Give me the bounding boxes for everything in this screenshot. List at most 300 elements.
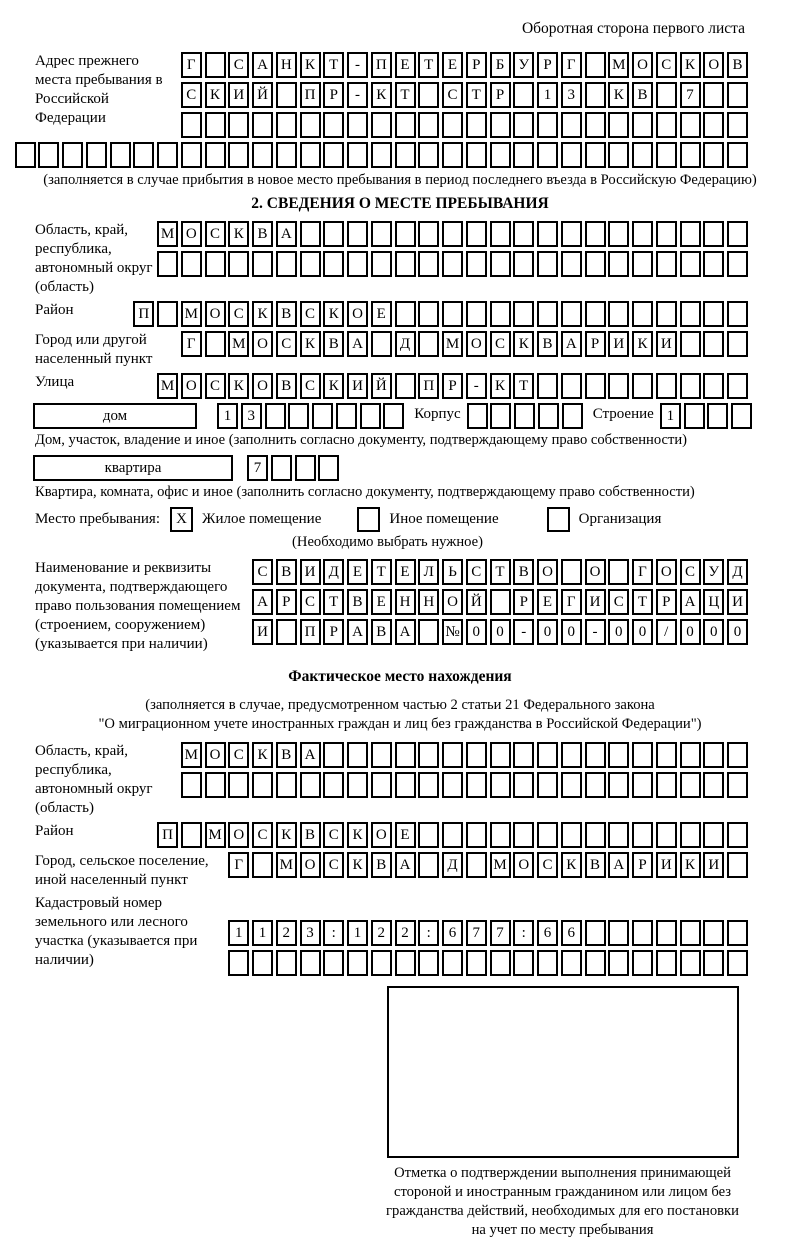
char-cell[interactable]	[680, 373, 701, 399]
char-cell[interactable]: О	[632, 52, 653, 78]
char-cell[interactable]: Т	[490, 559, 511, 585]
char-cell[interactable]	[727, 950, 748, 976]
char-cell[interactable]: :	[513, 920, 534, 946]
char-cell[interactable]	[585, 373, 606, 399]
char-cell[interactable]: К	[561, 852, 582, 878]
char-cell[interactable]	[513, 950, 534, 976]
char-cell[interactable]	[562, 403, 583, 429]
char-cell[interactable]	[418, 251, 439, 277]
char-cell[interactable]	[727, 221, 748, 247]
char-cell[interactable]: Г	[632, 559, 653, 585]
char-cell[interactable]	[418, 852, 439, 878]
char-cell[interactable]	[727, 772, 748, 798]
char-cell[interactable]: И	[228, 82, 249, 108]
char-cell[interactable]	[632, 950, 653, 976]
char-cell[interactable]	[561, 822, 582, 848]
char-cell[interactable]: С	[228, 742, 249, 768]
char-cell[interactable]	[632, 142, 653, 168]
char-cell[interactable]	[513, 742, 534, 768]
char-cell[interactable]	[585, 950, 606, 976]
char-cell[interactable]: О	[703, 52, 724, 78]
char-cell[interactable]	[205, 251, 226, 277]
char-cell[interactable]	[703, 301, 724, 327]
char-cell[interactable]	[561, 301, 582, 327]
char-cell[interactable]: 7	[247, 455, 268, 481]
char-cell[interactable]: С	[300, 373, 321, 399]
inoe-checkbox[interactable]	[357, 507, 380, 532]
char-cell[interactable]	[680, 950, 701, 976]
char-cell[interactable]	[608, 221, 629, 247]
char-cell[interactable]	[300, 221, 321, 247]
char-cell[interactable]	[585, 52, 606, 78]
char-cell[interactable]: В	[537, 331, 558, 357]
char-cell[interactable]	[727, 112, 748, 138]
char-cell[interactable]: К	[228, 221, 249, 247]
char-cell[interactable]: Е	[442, 52, 463, 78]
char-cell[interactable]: Р	[466, 52, 487, 78]
char-cell[interactable]	[442, 822, 463, 848]
char-cell[interactable]: П	[300, 619, 321, 645]
char-cell[interactable]	[157, 142, 178, 168]
char-cell[interactable]	[323, 112, 344, 138]
char-cell[interactable]	[181, 772, 202, 798]
char-cell[interactable]: В	[585, 852, 606, 878]
char-cell[interactable]: В	[513, 559, 534, 585]
char-cell[interactable]	[537, 251, 558, 277]
char-cell[interactable]	[371, 331, 392, 357]
char-cell[interactable]: С	[181, 82, 202, 108]
char-cell[interactable]: А	[347, 619, 368, 645]
char-cell[interactable]: М	[490, 852, 511, 878]
char-cell[interactable]	[205, 331, 226, 357]
char-cell[interactable]	[490, 403, 511, 429]
char-cell[interactable]	[181, 822, 202, 848]
char-cell[interactable]: О	[466, 331, 487, 357]
char-cell[interactable]: В	[300, 822, 321, 848]
char-cell[interactable]	[276, 619, 297, 645]
char-cell[interactable]	[276, 142, 297, 168]
char-cell[interactable]: С	[466, 559, 487, 585]
char-cell[interactable]	[418, 742, 439, 768]
char-cell[interactable]: Р	[490, 82, 511, 108]
char-cell[interactable]: М	[205, 822, 226, 848]
char-cell[interactable]: Т	[395, 82, 416, 108]
char-cell[interactable]	[585, 142, 606, 168]
char-cell[interactable]: 2	[276, 920, 297, 946]
char-cell[interactable]: М	[181, 742, 202, 768]
char-cell[interactable]	[490, 221, 511, 247]
char-cell[interactable]: 1	[347, 920, 368, 946]
char-cell[interactable]	[300, 251, 321, 277]
char-cell[interactable]	[703, 112, 724, 138]
char-cell[interactable]: Й	[252, 82, 273, 108]
char-cell[interactable]	[703, 221, 724, 247]
char-cell[interactable]	[360, 403, 381, 429]
char-cell[interactable]: №	[442, 619, 463, 645]
char-cell[interactable]	[608, 742, 629, 768]
char-cell[interactable]: С	[656, 52, 677, 78]
char-cell[interactable]: Р	[513, 589, 534, 615]
char-cell[interactable]	[585, 221, 606, 247]
char-cell[interactable]: С	[300, 301, 321, 327]
char-cell[interactable]: А	[680, 589, 701, 615]
char-cell[interactable]	[608, 950, 629, 976]
char-cell[interactable]: Й	[466, 589, 487, 615]
char-cell[interactable]: 0	[466, 619, 487, 645]
char-cell[interactable]	[371, 251, 392, 277]
char-cell[interactable]	[513, 822, 534, 848]
char-cell[interactable]: М	[608, 52, 629, 78]
char-cell[interactable]: 0	[490, 619, 511, 645]
char-cell[interactable]	[656, 251, 677, 277]
char-cell[interactable]: Р	[656, 589, 677, 615]
char-cell[interactable]: Р	[632, 852, 653, 878]
char-cell[interactable]	[632, 822, 653, 848]
char-cell[interactable]: 1	[228, 920, 249, 946]
char-cell[interactable]: М	[157, 221, 178, 247]
char-cell[interactable]: Г	[561, 52, 582, 78]
char-cell[interactable]	[347, 742, 368, 768]
char-cell[interactable]	[288, 403, 309, 429]
char-cell[interactable]	[490, 251, 511, 277]
char-cell[interactable]: В	[727, 52, 748, 78]
char-cell[interactable]	[295, 455, 316, 481]
char-cell[interactable]	[205, 772, 226, 798]
char-cell[interactable]: К	[680, 52, 701, 78]
char-cell[interactable]: К	[300, 52, 321, 78]
char-cell[interactable]	[418, 142, 439, 168]
char-cell[interactable]	[608, 920, 629, 946]
char-cell[interactable]: Р	[537, 52, 558, 78]
char-cell[interactable]	[608, 822, 629, 848]
char-cell[interactable]	[395, 301, 416, 327]
char-cell[interactable]	[271, 455, 292, 481]
char-cell[interactable]	[347, 142, 368, 168]
char-cell[interactable]	[680, 822, 701, 848]
char-cell[interactable]	[318, 455, 339, 481]
char-cell[interactable]	[418, 301, 439, 327]
char-cell[interactable]: К	[608, 82, 629, 108]
char-cell[interactable]: /	[656, 619, 677, 645]
char-cell[interactable]: 6	[561, 920, 582, 946]
char-cell[interactable]: :	[323, 920, 344, 946]
char-cell[interactable]	[442, 301, 463, 327]
char-cell[interactable]	[228, 112, 249, 138]
char-cell[interactable]: И	[300, 559, 321, 585]
char-cell[interactable]: 1	[537, 82, 558, 108]
char-cell[interactable]: В	[276, 742, 297, 768]
char-cell[interactable]	[347, 112, 368, 138]
char-cell[interactable]: С	[608, 589, 629, 615]
char-cell[interactable]: С	[537, 852, 558, 878]
char-cell[interactable]	[513, 772, 534, 798]
char-cell[interactable]	[466, 822, 487, 848]
char-cell[interactable]	[157, 301, 178, 327]
char-cell[interactable]: О	[228, 822, 249, 848]
char-cell[interactable]	[395, 112, 416, 138]
char-cell[interactable]: О	[656, 559, 677, 585]
char-cell[interactable]: О	[537, 559, 558, 585]
char-cell[interactable]: Е	[395, 822, 416, 848]
char-cell[interactable]: 2	[371, 920, 392, 946]
char-cell[interactable]: С	[323, 822, 344, 848]
char-cell[interactable]: О	[252, 331, 273, 357]
char-cell[interactable]	[513, 251, 534, 277]
char-cell[interactable]: Д	[442, 852, 463, 878]
char-cell[interactable]: Р	[323, 82, 344, 108]
char-cell[interactable]: 0	[727, 619, 748, 645]
char-cell[interactable]	[608, 251, 629, 277]
char-cell[interactable]	[608, 301, 629, 327]
char-cell[interactable]	[585, 742, 606, 768]
char-cell[interactable]	[513, 301, 534, 327]
char-cell[interactable]	[727, 373, 748, 399]
char-cell[interactable]: 7	[490, 920, 511, 946]
char-cell[interactable]	[228, 772, 249, 798]
char-cell[interactable]: М	[157, 373, 178, 399]
char-cell[interactable]	[656, 301, 677, 327]
char-cell[interactable]	[680, 331, 701, 357]
char-cell[interactable]	[466, 742, 487, 768]
char-cell[interactable]: М	[442, 331, 463, 357]
char-cell[interactable]	[632, 772, 653, 798]
char-cell[interactable]	[466, 301, 487, 327]
char-cell[interactable]: 1	[217, 403, 238, 429]
char-cell[interactable]: И	[585, 589, 606, 615]
char-cell[interactable]	[537, 822, 558, 848]
char-cell[interactable]	[418, 619, 439, 645]
char-cell[interactable]: А	[252, 52, 273, 78]
char-cell[interactable]	[276, 82, 297, 108]
char-cell[interactable]	[252, 142, 273, 168]
char-cell[interactable]	[466, 772, 487, 798]
char-cell[interactable]	[585, 920, 606, 946]
char-cell[interactable]: О	[252, 373, 273, 399]
char-cell[interactable]: В	[276, 301, 297, 327]
char-cell[interactable]	[371, 772, 392, 798]
char-cell[interactable]: К	[300, 331, 321, 357]
organizatsiya-checkbox[interactable]	[547, 507, 570, 532]
char-cell[interactable]	[632, 373, 653, 399]
char-cell[interactable]: А	[395, 619, 416, 645]
char-cell[interactable]	[347, 251, 368, 277]
char-cell[interactable]	[561, 112, 582, 138]
char-cell[interactable]	[466, 112, 487, 138]
char-cell[interactable]: Е	[371, 589, 392, 615]
char-cell[interactable]: 6	[442, 920, 463, 946]
char-cell[interactable]: Т	[418, 52, 439, 78]
char-cell[interactable]: С	[442, 82, 463, 108]
char-cell[interactable]	[371, 112, 392, 138]
char-cell[interactable]	[15, 142, 36, 168]
char-cell[interactable]: Р	[323, 619, 344, 645]
char-cell[interactable]	[323, 142, 344, 168]
char-cell[interactable]	[490, 822, 511, 848]
char-cell[interactable]: К	[323, 373, 344, 399]
char-cell[interactable]: К	[513, 331, 534, 357]
char-cell[interactable]: -	[585, 619, 606, 645]
char-cell[interactable]	[228, 142, 249, 168]
char-cell[interactable]	[727, 742, 748, 768]
char-cell[interactable]	[513, 112, 534, 138]
char-cell[interactable]: К	[347, 822, 368, 848]
char-cell[interactable]: К	[490, 373, 511, 399]
char-cell[interactable]: П	[300, 82, 321, 108]
char-cell[interactable]: Е	[395, 52, 416, 78]
char-cell[interactable]	[585, 112, 606, 138]
char-cell[interactable]	[252, 112, 273, 138]
char-cell[interactable]	[680, 301, 701, 327]
char-cell[interactable]	[490, 142, 511, 168]
char-cell[interactable]: С	[276, 331, 297, 357]
char-cell[interactable]: М	[276, 852, 297, 878]
char-cell[interactable]	[442, 950, 463, 976]
char-cell[interactable]	[727, 822, 748, 848]
char-cell[interactable]: А	[300, 742, 321, 768]
char-cell[interactable]: О	[181, 221, 202, 247]
char-cell[interactable]	[418, 772, 439, 798]
char-cell[interactable]	[727, 852, 748, 878]
char-cell[interactable]	[537, 112, 558, 138]
char-cell[interactable]	[181, 251, 202, 277]
char-cell[interactable]: К	[228, 373, 249, 399]
char-cell[interactable]	[252, 772, 273, 798]
char-cell[interactable]: Т	[323, 589, 344, 615]
char-cell[interactable]	[680, 920, 701, 946]
char-cell[interactable]	[371, 142, 392, 168]
char-cell[interactable]	[632, 221, 653, 247]
char-cell[interactable]	[490, 772, 511, 798]
char-cell[interactable]	[300, 772, 321, 798]
char-cell[interactable]: М	[228, 331, 249, 357]
kvartira-box[interactable]: квартира	[33, 455, 233, 481]
char-cell[interactable]	[442, 112, 463, 138]
char-cell[interactable]	[466, 950, 487, 976]
char-cell[interactable]: А	[347, 331, 368, 357]
char-cell[interactable]	[684, 403, 705, 429]
char-cell[interactable]: С	[228, 301, 249, 327]
char-cell[interactable]	[347, 772, 368, 798]
char-cell[interactable]: С	[252, 559, 273, 585]
char-cell[interactable]: -	[513, 619, 534, 645]
char-cell[interactable]	[585, 82, 606, 108]
char-cell[interactable]: В	[371, 619, 392, 645]
char-cell[interactable]	[490, 742, 511, 768]
char-cell[interactable]: Н	[418, 589, 439, 615]
char-cell[interactable]	[537, 142, 558, 168]
char-cell[interactable]: И	[656, 852, 677, 878]
char-cell[interactable]: Б	[490, 52, 511, 78]
char-cell[interactable]: А	[252, 589, 273, 615]
char-cell[interactable]	[347, 950, 368, 976]
char-cell[interactable]: 3	[561, 82, 582, 108]
char-cell[interactable]	[608, 772, 629, 798]
char-cell[interactable]	[513, 142, 534, 168]
char-cell[interactable]	[205, 112, 226, 138]
char-cell[interactable]: Ц	[703, 589, 724, 615]
char-cell[interactable]	[467, 403, 488, 429]
char-cell[interactable]: О	[442, 589, 463, 615]
char-cell[interactable]	[323, 742, 344, 768]
char-cell[interactable]: 2	[395, 920, 416, 946]
char-cell[interactable]	[490, 301, 511, 327]
zhiloe-checkbox[interactable]: X	[170, 507, 193, 532]
char-cell[interactable]: 7	[680, 82, 701, 108]
char-cell[interactable]	[608, 559, 629, 585]
char-cell[interactable]: 0	[680, 619, 701, 645]
char-cell[interactable]: 0	[608, 619, 629, 645]
char-cell[interactable]	[228, 251, 249, 277]
char-cell[interactable]	[276, 950, 297, 976]
char-cell[interactable]	[418, 82, 439, 108]
char-cell[interactable]	[561, 742, 582, 768]
char-cell[interactable]	[513, 82, 534, 108]
char-cell[interactable]: Д	[323, 559, 344, 585]
char-cell[interactable]: С	[323, 852, 344, 878]
char-cell[interactable]: 6	[537, 920, 558, 946]
char-cell[interactable]: О	[300, 852, 321, 878]
char-cell[interactable]: О	[513, 852, 534, 878]
char-cell[interactable]	[395, 742, 416, 768]
char-cell[interactable]	[62, 142, 83, 168]
char-cell[interactable]: С	[490, 331, 511, 357]
char-cell[interactable]: 0	[632, 619, 653, 645]
char-cell[interactable]	[133, 142, 154, 168]
char-cell[interactable]	[395, 373, 416, 399]
char-cell[interactable]	[490, 950, 511, 976]
char-cell[interactable]	[608, 142, 629, 168]
char-cell[interactable]	[727, 331, 748, 357]
char-cell[interactable]: Г	[561, 589, 582, 615]
char-cell[interactable]	[418, 112, 439, 138]
char-cell[interactable]: П	[371, 52, 392, 78]
char-cell[interactable]	[561, 221, 582, 247]
char-cell[interactable]: С	[252, 822, 273, 848]
char-cell[interactable]: Д	[727, 559, 748, 585]
char-cell[interactable]: И	[727, 589, 748, 615]
char-cell[interactable]	[181, 112, 202, 138]
char-cell[interactable]	[727, 301, 748, 327]
char-cell[interactable]: А	[561, 331, 582, 357]
char-cell[interactable]	[228, 950, 249, 976]
char-cell[interactable]: 1	[660, 403, 681, 429]
char-cell[interactable]: 1	[252, 920, 273, 946]
char-cell[interactable]	[703, 950, 724, 976]
char-cell[interactable]	[656, 772, 677, 798]
char-cell[interactable]	[371, 221, 392, 247]
char-cell[interactable]	[680, 772, 701, 798]
char-cell[interactable]: :	[418, 920, 439, 946]
char-cell[interactable]	[656, 950, 677, 976]
char-cell[interactable]	[157, 251, 178, 277]
char-cell[interactable]	[442, 772, 463, 798]
char-cell[interactable]	[703, 331, 724, 357]
char-cell[interactable]	[181, 142, 202, 168]
char-cell[interactable]	[537, 950, 558, 976]
char-cell[interactable]	[513, 221, 534, 247]
char-cell[interactable]	[608, 373, 629, 399]
char-cell[interactable]: Г	[181, 331, 202, 357]
char-cell[interactable]	[656, 373, 677, 399]
char-cell[interactable]: Г	[181, 52, 202, 78]
char-cell[interactable]	[608, 112, 629, 138]
char-cell[interactable]	[86, 142, 107, 168]
char-cell[interactable]: Е	[395, 559, 416, 585]
char-cell[interactable]	[395, 142, 416, 168]
char-cell[interactable]: У	[513, 52, 534, 78]
char-cell[interactable]: Й	[371, 373, 392, 399]
char-cell[interactable]	[442, 221, 463, 247]
